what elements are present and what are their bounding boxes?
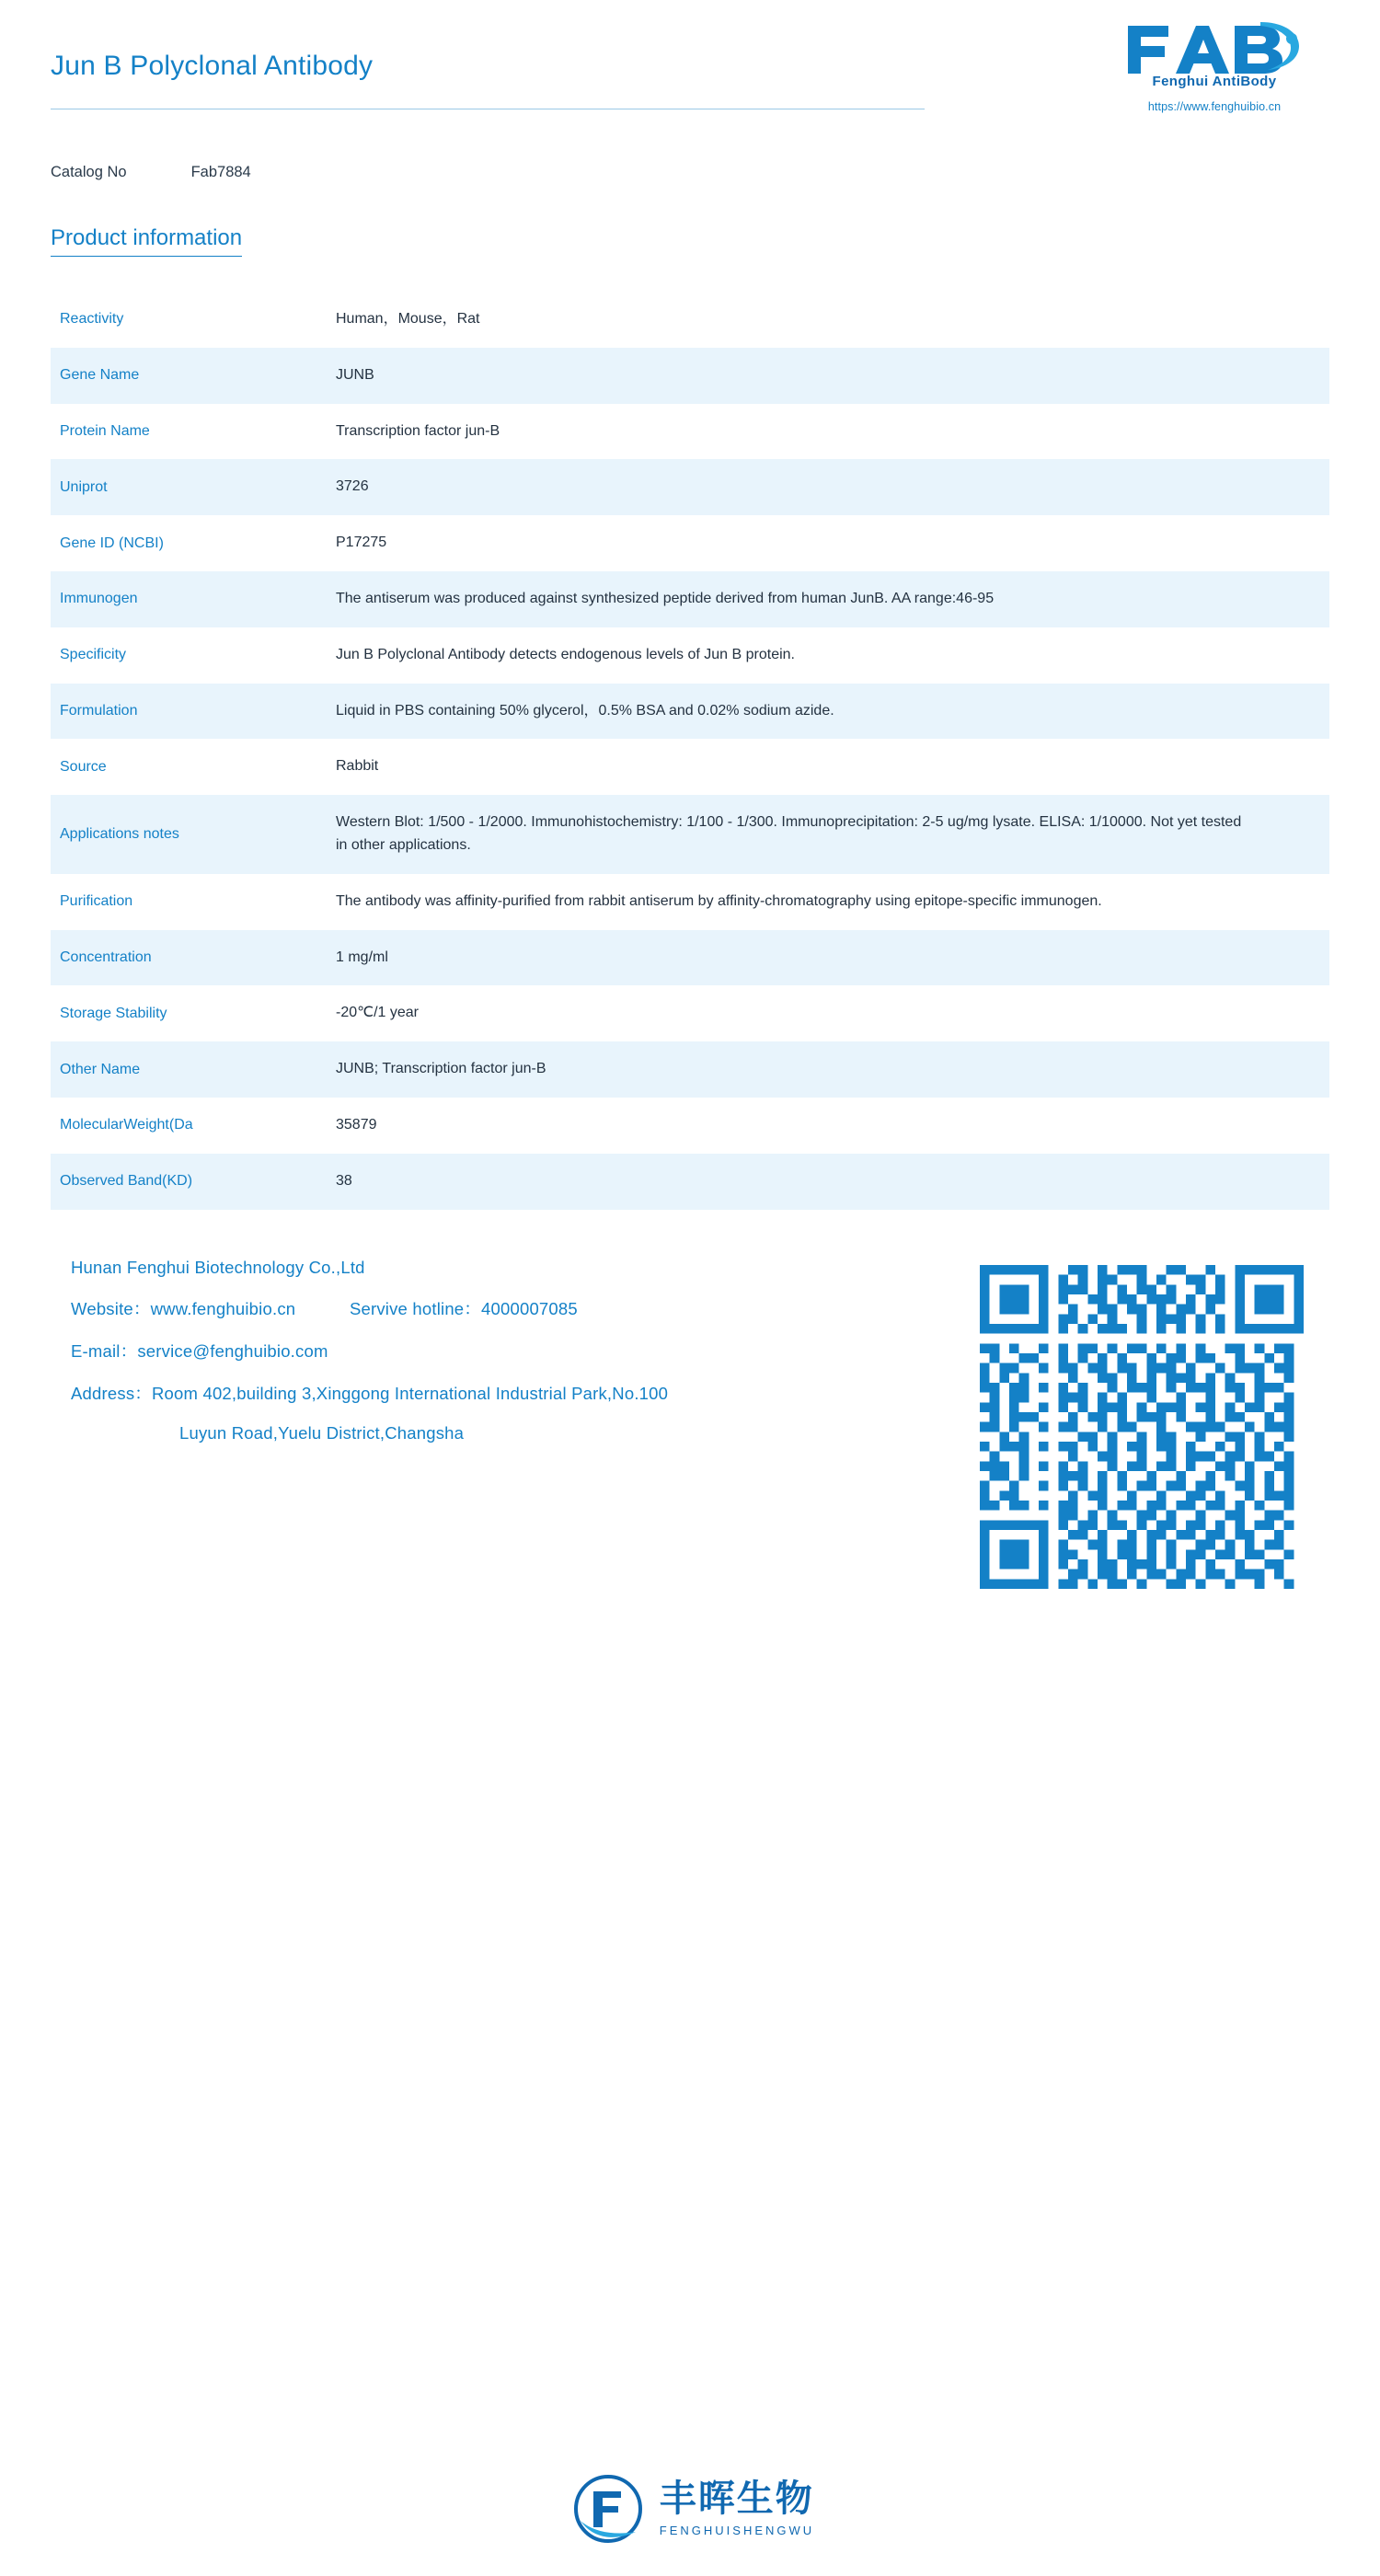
table-row <box>51 627 1329 684</box>
catalog-value: Fab7884 <box>190 164 251 180</box>
row-key: Gene ID (NCBI) <box>60 535 164 551</box>
row-value: 1 mg/ml <box>336 949 388 965</box>
address-label-line2: Luyun Road,Yuelu District,Changsha <box>179 1422 465 1443</box>
page-title: Jun B Polyclonal Antibody <box>51 51 374 81</box>
website-hotline-row <box>71 1296 1000 1320</box>
row-value: Rabbit <box>336 758 379 775</box>
row-value: -20℃/1 year <box>336 1005 420 1021</box>
table-row <box>51 1154 1329 1210</box>
email-label[interactable]: E-mail：service@fenghuibio.com <box>71 1340 328 1361</box>
row-key: Uniprot <box>60 478 108 495</box>
row-key: Observed Band(KD) <box>60 1173 193 1190</box>
fenghui-mark-icon <box>566 2473 650 2545</box>
table-row <box>51 1041 1329 1098</box>
row-key: Purification <box>60 893 133 910</box>
logo-subtitle: Fenghui AntiBody <box>1152 74 1277 89</box>
row-value: JUNB; Transcription factor jun-B <box>336 1061 546 1077</box>
company-logo <box>1099 20 1329 113</box>
brand-footer-logo <box>0 2473 1380 2545</box>
qr-code-icon <box>980 1265 1304 1589</box>
row-key: Source <box>60 758 107 775</box>
row-value: Jun B Polyclonal Antibody detects endogenous levels of Jun B protein. <box>336 646 795 662</box>
footer-contact-block <box>71 1258 1000 1462</box>
row-key: Immunogen <box>60 591 138 607</box>
row-key: Other Name <box>60 1061 141 1077</box>
document-footer <box>51 1252 1329 1556</box>
brand-name-en: FENGHUISHENGWU <box>659 2524 815 2537</box>
row-key: Reactivity <box>60 311 124 328</box>
catalog-label: Catalog No <box>51 164 127 180</box>
row-key: Formulation <box>60 702 138 719</box>
row-value[interactable]: 3726 <box>336 478 369 495</box>
table-row <box>51 874 1329 930</box>
row-key: Gene Name <box>60 367 140 384</box>
row-key: Applications notes <box>60 825 179 842</box>
table-row <box>51 404 1329 460</box>
row-value[interactable]: JUNB <box>336 366 374 383</box>
row-key: Protein Name <box>60 422 150 439</box>
table-row <box>51 739 1329 795</box>
brand-text-block <box>660 2480 814 2537</box>
table-row <box>51 930 1329 986</box>
row-key: Storage Stability <box>60 1005 167 1021</box>
brand-name-cn: 丰晖生物 <box>659 2478 814 2519</box>
logo-url[interactable]: https://www.fenghuibio.cn <box>1147 100 1282 113</box>
row-value: P17275 <box>336 535 387 551</box>
row-value: The antiserum was produced against synthesized peptide derived from human JunB. AA range:46-95 <box>336 590 995 606</box>
table-row <box>51 292 1329 348</box>
table-row <box>51 348 1329 404</box>
table-row <box>51 985 1329 1041</box>
row-value: 35879 <box>336 1116 377 1133</box>
table-row <box>51 571 1329 627</box>
section-title: Product information <box>51 225 242 257</box>
catalog-row <box>51 164 1329 181</box>
row-value: Western Blot: 1/500 - 1/2000. Immunohistochemistry: 1/100 - 1/300. Immunoprecipitation: 2-5 ug/mg lysate. ELISA: 1/10000. Not yet tested in other applications. <box>336 814 1242 853</box>
row-value: The antibody was affinity-purified from rabbit antiserum by affinity-chromatography using epitope-specific immunogen. <box>336 892 1102 909</box>
row-value: Liquid in PBS containing 50% glycerol，0.5% BSA and 0.02% sodium azide. <box>336 702 834 719</box>
document-header <box>51 0 1329 138</box>
row-value: Transcription factor jun-B <box>336 422 500 439</box>
product-information-table <box>51 292 1329 1210</box>
hotline-label: Servive hotline：4000007085 <box>349 1298 578 1318</box>
company-name: Hunan Fenghui Biotechnology Co.,Ltd <box>71 1257 365 1277</box>
fab-logo-icon <box>1099 20 1329 79</box>
row-key: MolecularWeight(Da <box>60 1117 193 1133</box>
table-row <box>51 459 1329 515</box>
table-row <box>51 1098 1329 1154</box>
table-row <box>51 684 1329 740</box>
address-label: Address：Room 402,building 3,Xinggong International Industrial Park,No.100 <box>71 1383 669 1403</box>
table-row <box>51 795 1329 874</box>
row-value: Human，Mouse，Rat <box>336 311 480 327</box>
website-label[interactable]: Website：www.fenghuibio.cn <box>71 1298 296 1318</box>
row-key: Specificity <box>60 647 127 663</box>
row-key: Concentration <box>60 949 152 965</box>
row-value: 38 <box>336 1172 352 1189</box>
table-row <box>51 515 1329 571</box>
